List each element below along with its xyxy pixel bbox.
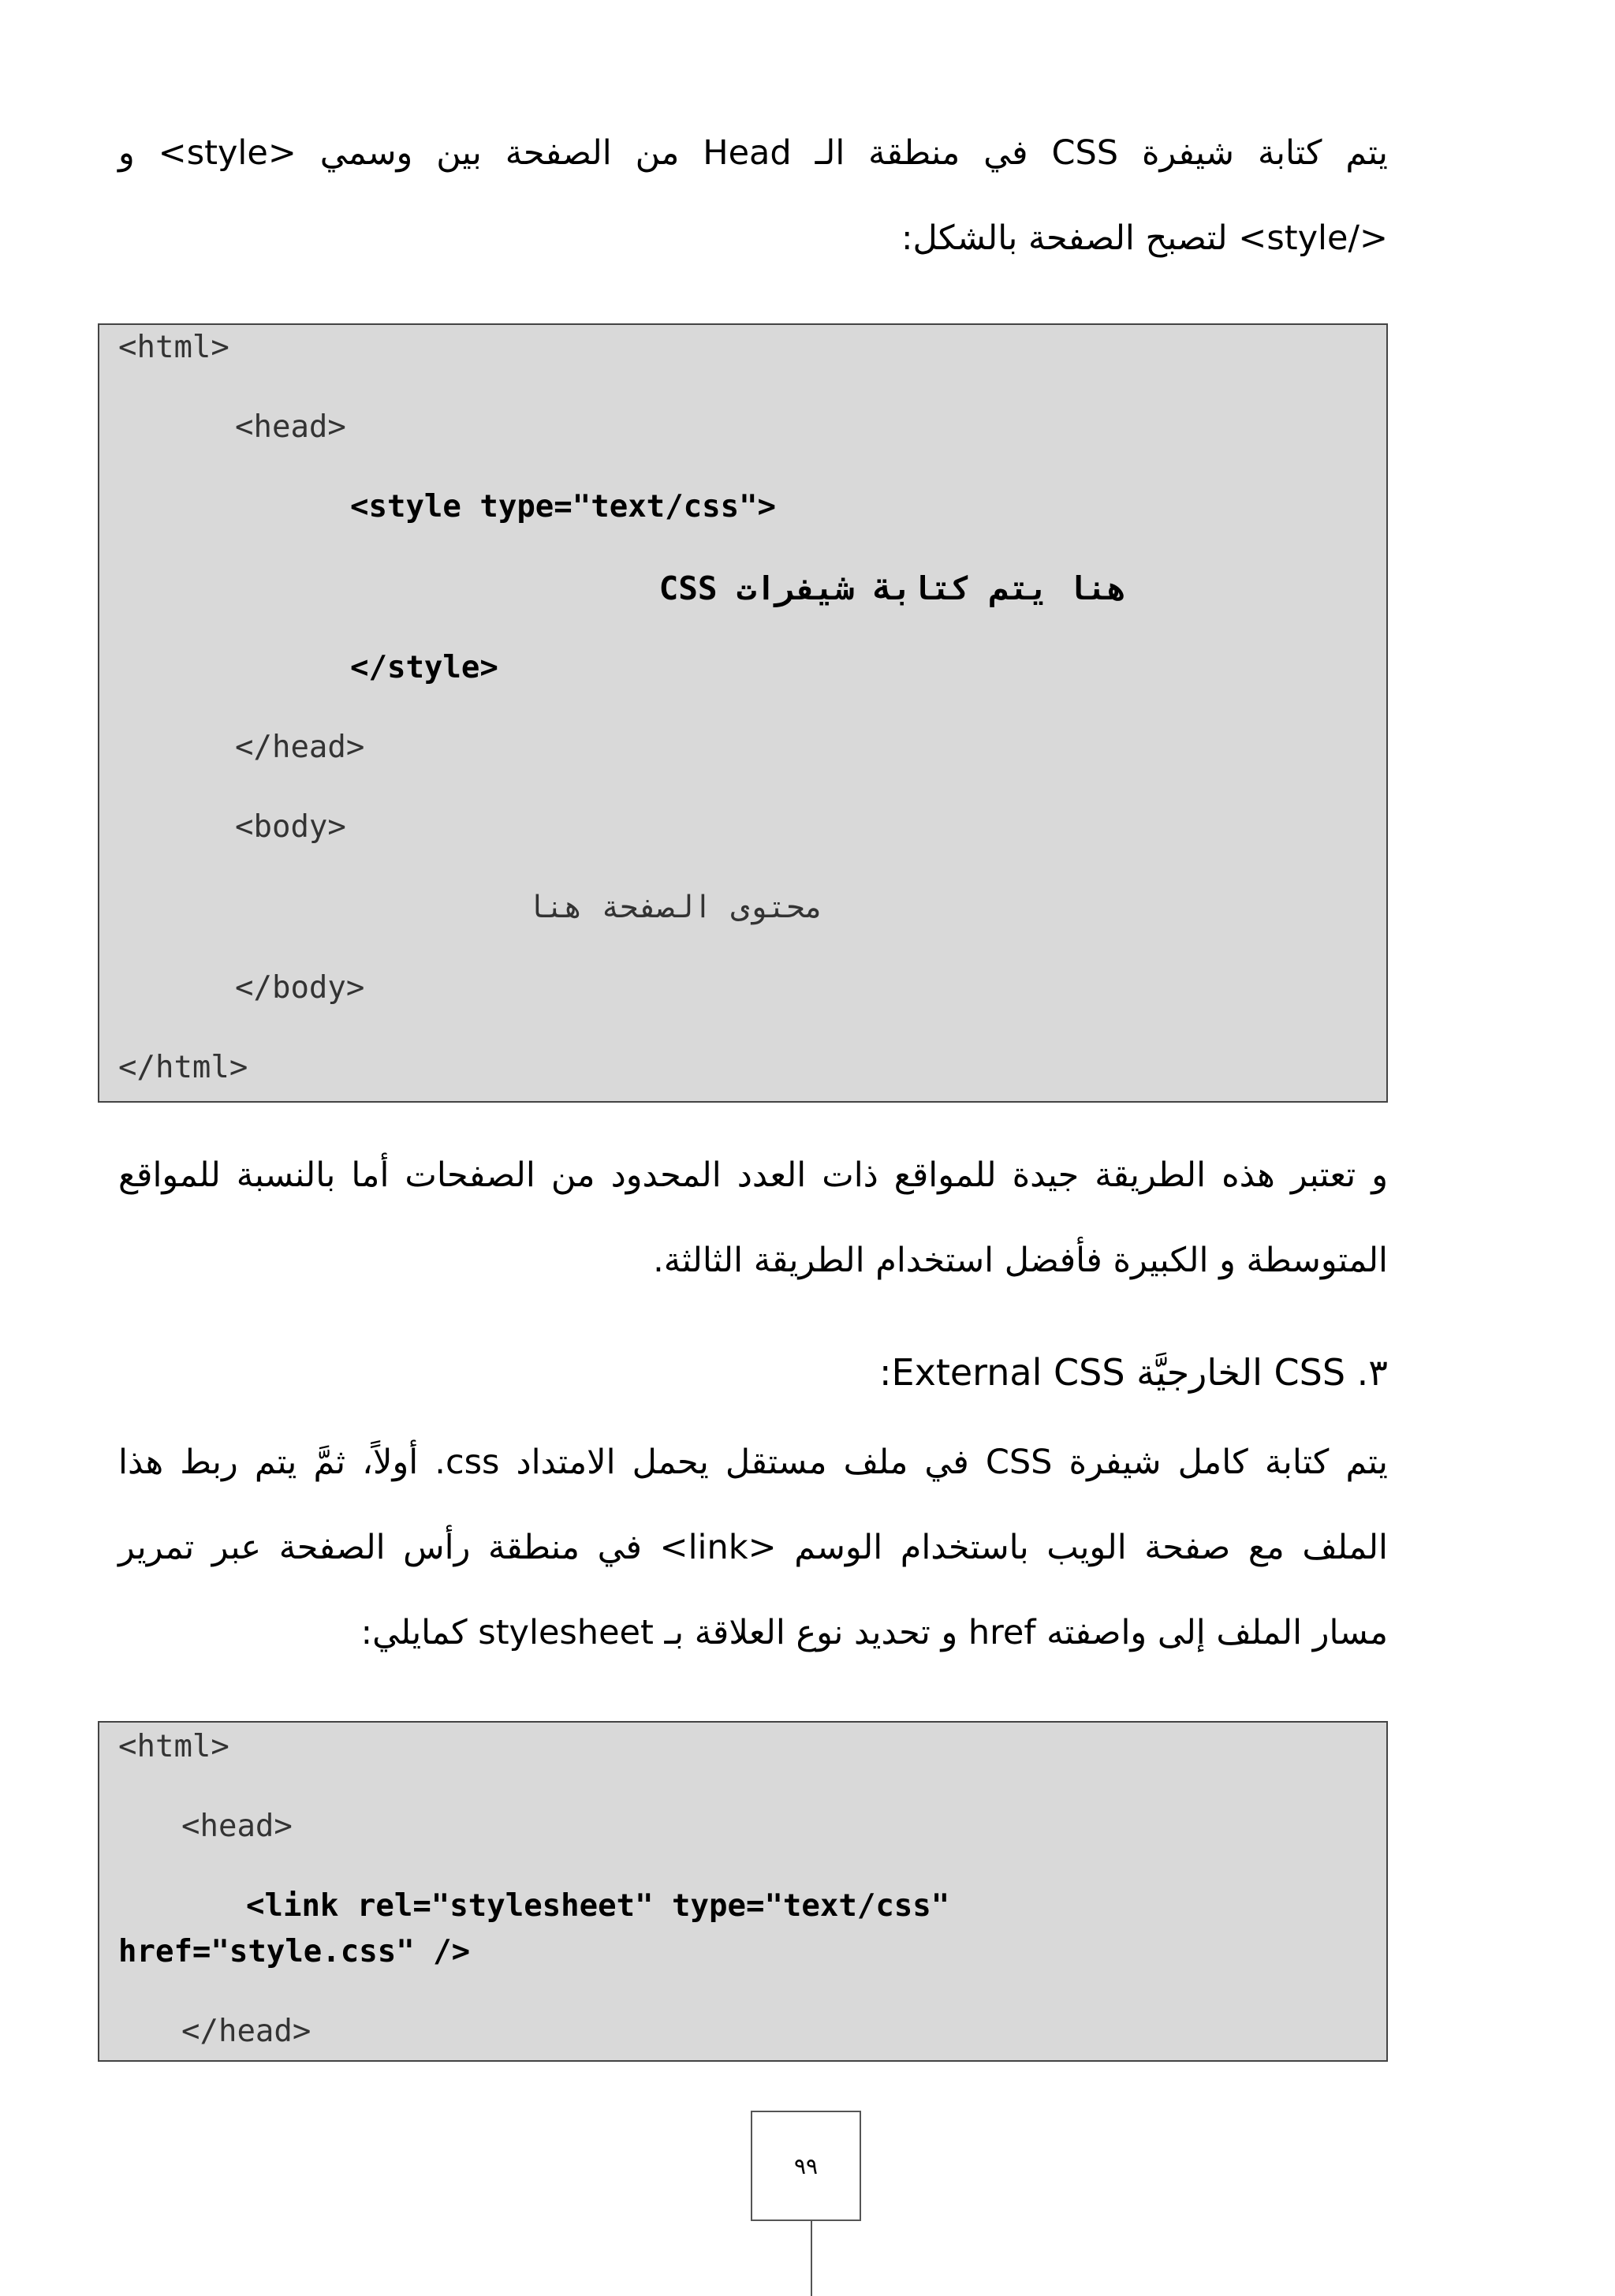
- code-line-head-close: </head>: [235, 730, 365, 765]
- code-block-internal-css: [98, 323, 1388, 1103]
- code-line-html-open: <html>: [118, 330, 229, 365]
- code2-line-head-close: </head>: [181, 2014, 311, 2049]
- section-3-heading: ٣. CSS الخارجيَّة External CSS:: [879, 1351, 1388, 1394]
- intro-line-2: </style> لتصبح الصفحة بالشكل:: [901, 218, 1388, 258]
- intro-line-1: يتم كتابة شيفرة CSS في منطقة الـ Head من الصفحة بين وسمي <style> و: [118, 133, 1388, 173]
- middle-line-1: و تعتبر هذه الطريقة جيدة للمواقع ذات العدد المحدود من الصفحات أما بالنسبة للمواقع: [118, 1155, 1388, 1195]
- code-line-body-content: محتوى الصفحة هنا: [527, 890, 823, 925]
- page-number: ٩٩: [793, 2152, 819, 2179]
- code-block-external-css: [98, 1721, 1388, 2062]
- code-line-html-close: </html>: [118, 1050, 248, 1085]
- middle-line-2: المتوسطة و الكبيرة فأفضل استخدام الطريقة الثالثة.: [653, 1241, 1388, 1280]
- code-line-css-placeholder: هنا يتم كتابة شيفرات CSS: [658, 569, 1126, 607]
- section-3-line-2: الملف مع صفحة الويب باستخدام الوسم <link> في منطقة رأس الصفحة عبر تمرير: [118, 1528, 1388, 1567]
- page-number-connector-line: [811, 2221, 812, 2296]
- section-3-paragraph: [118, 1420, 1388, 1675]
- page-number-box: [751, 2111, 861, 2221]
- intro-paragraph: [118, 110, 1388, 281]
- code2-line-link-part-2: href="style.css" />: [118, 1934, 471, 1969]
- section-3-line-3: مسار الملف إلى واصفته href و تحديد نوع العلاقة بـ stylesheet كمايلي:: [360, 1613, 1388, 1652]
- code-line-style-open: <style type="text/css">: [350, 489, 777, 525]
- middle-paragraph: [118, 1133, 1388, 1303]
- section-3-line-1: يتم كتابة كامل شيفرة CSS في ملف مستقل يحمل الامتداد css. أولاً، ثمَّ يتم ربط هذا: [118, 1443, 1388, 1482]
- code-line-head-open: <head>: [235, 409, 346, 445]
- code-line-style-close: </style>: [350, 650, 498, 685]
- code-line-body-close: </body>: [235, 970, 365, 1006]
- code2-line-head-open: <head>: [181, 1809, 293, 1844]
- code-line-body-open: <body>: [235, 809, 346, 845]
- code2-line-link-part-1: <link rel="stylesheet" type="text/css": [246, 1888, 950, 1924]
- code2-line-html-open: <html>: [118, 1729, 229, 1764]
